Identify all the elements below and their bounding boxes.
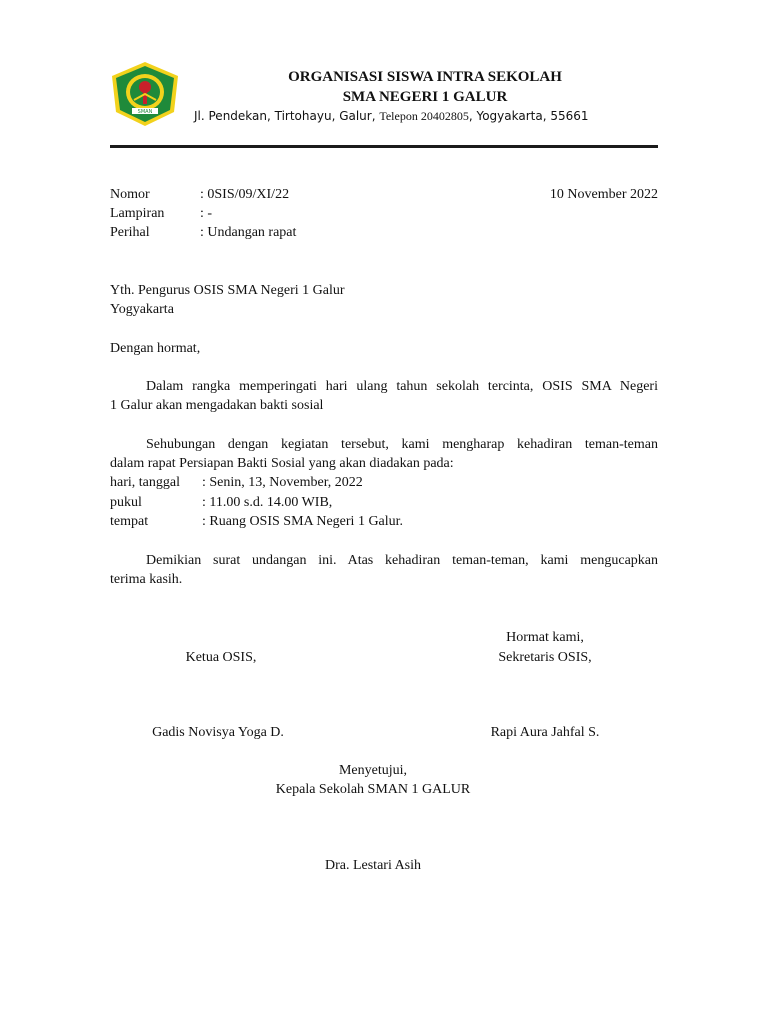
lampiran-label: Lampiran — [110, 206, 165, 221]
paragraph-2-line-1: Sehubungan dengan kegiatan tersebut, kami mengharap kehadiran teman-teman — [146, 437, 658, 452]
paragraph-2-line-2: dalam rapat Persiapan Bakti Sosial yang akan diadakan pada: — [110, 456, 454, 471]
school-name: SMA NEGERI 1 GALUR — [342, 89, 508, 105]
sekretaris-title: Sekretaris OSIS, — [498, 650, 592, 665]
pukul-value: : 11.00 s.d. 14.00 WIB, — [202, 495, 333, 510]
perihal-label: Perihal — [110, 225, 150, 240]
org-name: ORGANISASI SISWA INTRA SEKOLAH — [288, 69, 562, 85]
principal-name: Dra. Lestari Asih — [324, 858, 422, 873]
header-divider — [110, 145, 658, 148]
ketua-title: Ketua OSIS, — [185, 650, 257, 665]
ketua-name: Gadis Novisya Yoga D. — [152, 725, 284, 740]
hari-value: : Senin, 13, November, 2022 — [202, 475, 363, 490]
paragraph-1-line-2: 1 Galur akan mengadakan bakti sosial — [110, 398, 324, 413]
paragraph-1-line-1: Dalam rangka memperingati hari ulang tahun sekolah tercinta, OSIS SMA Negeri — [146, 379, 658, 394]
lampiran-value: : - — [200, 206, 213, 221]
school-address: Jl. Pendekan, Tirtohayu, Galur, Telepon 20402805, Yogyakarta, 55661 — [194, 109, 589, 123]
hari-label: hari, tanggal — [110, 475, 180, 490]
nomor-value: : 0SIS/09/XI/22 — [200, 187, 290, 202]
sekretaris-name: Rapi Aura Jahfal S. — [490, 725, 600, 740]
school-emblem-icon — [108, 60, 182, 128]
perihal-value: : Undangan rapat — [200, 225, 297, 240]
svg-text:SMAN: SMAN — [137, 109, 153, 115]
hormat-kami: Hormat kami, — [506, 630, 584, 645]
pukul-label: pukul — [110, 495, 142, 510]
tempat-value: : Ruang OSIS SMA Negeri 1 Galur. — [202, 514, 404, 529]
nomor-label: Nomor — [110, 187, 150, 202]
tempat-label: tempat — [110, 514, 149, 529]
closing-line-2: terima kasih. — [110, 572, 183, 587]
letter-date: 10 November 2022 — [549, 187, 658, 202]
recipient-line-2: Yogyakarta — [110, 302, 174, 317]
recipient-line-1: Yth. Pengurus OSIS SMA Negeri 1 Galur — [110, 283, 345, 298]
menyetujui: Menyetujui, — [338, 763, 408, 778]
greeting: Dengan hormat, — [110, 341, 201, 356]
principal-title: Kepala Sekolah SMAN 1 GALUR — [275, 782, 471, 797]
closing-line-1: Demikian surat undangan ini. Atas kehadiran teman-teman, kami mengucapkan — [146, 553, 658, 568]
